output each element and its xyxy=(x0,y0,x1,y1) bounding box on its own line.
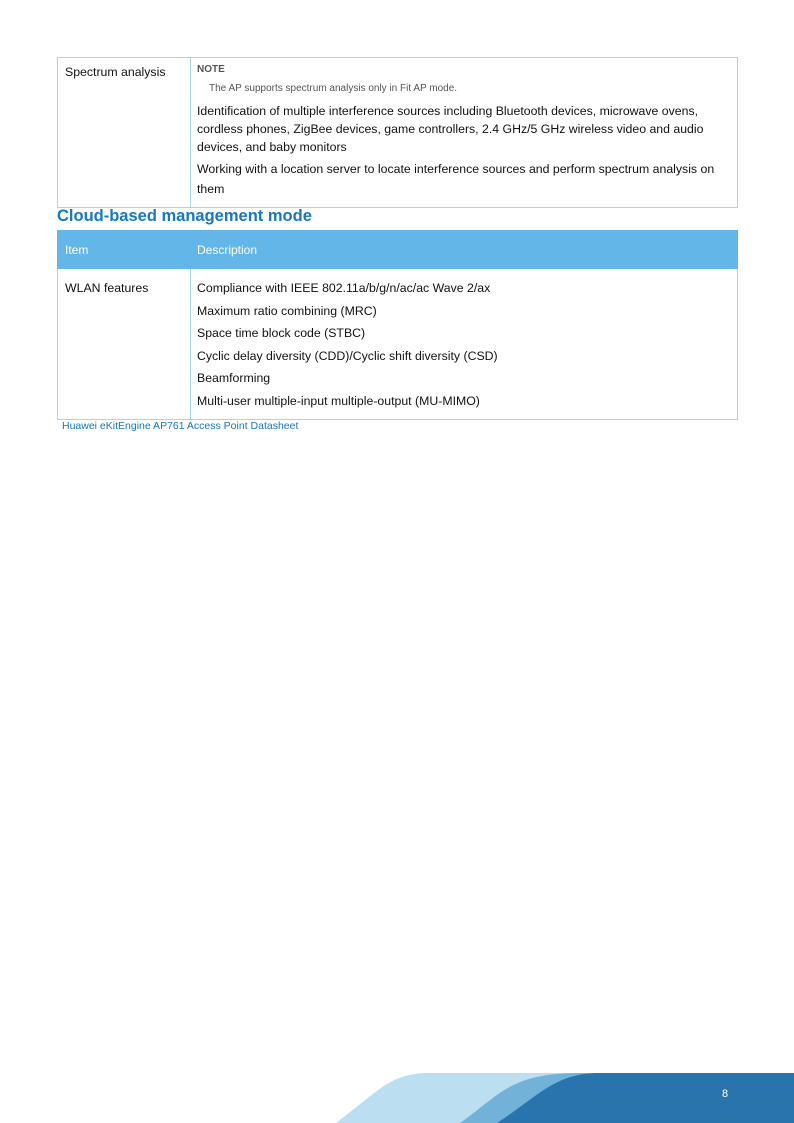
table-row xyxy=(58,58,738,208)
description-line: Identification of multiple interference sources including Bluetooth devices, microwave ovens, cordless phones, ZigBee devices, game controllers, 2.4 GHz/5 GHz wireless video and audio devices, and baby monitors xyxy=(197,104,704,154)
table-row xyxy=(58,269,738,420)
spectrum-analysis-table xyxy=(57,57,738,208)
note-text: The AP supports spectrum analysis only in Fit AP mode. xyxy=(209,83,458,94)
description-line: Compliance with IEEE 802.11a/b/g/n/ac/ac Wave 2/ax xyxy=(197,281,491,295)
description-line: Cyclic delay diversity (CDD)/Cyclic shift diversity (CSD) xyxy=(197,348,498,363)
description-cell xyxy=(191,269,738,420)
header-item: Item xyxy=(58,231,191,269)
description-line: Working with a location server to locate interference sources and perform spectrum analysis on them xyxy=(197,162,715,196)
note-label: NOTE xyxy=(197,64,225,75)
item-cell: WLAN features xyxy=(58,269,191,420)
description-line: Beamforming xyxy=(197,371,271,385)
description-cell xyxy=(191,58,738,208)
description-line: Space time block code (STBC) xyxy=(197,326,366,340)
footer-wave-decoration xyxy=(0,1060,794,1123)
document-title-footer: Huawei eKitEngine AP761 Access Point Datasheet xyxy=(62,420,299,432)
header-description: Description xyxy=(191,231,738,269)
wlan-features-table xyxy=(57,230,738,420)
page-number: 8 xyxy=(722,1088,729,1100)
item-cell: Spectrum analysis xyxy=(58,58,191,208)
section-heading: Cloud-based management mode xyxy=(57,207,312,225)
table-header-row xyxy=(58,231,738,269)
description-line: Maximum ratio combining (MRC) xyxy=(197,303,377,318)
description-line: Multi-user multiple-input multiple-output (MU-MIMO) xyxy=(197,393,480,408)
